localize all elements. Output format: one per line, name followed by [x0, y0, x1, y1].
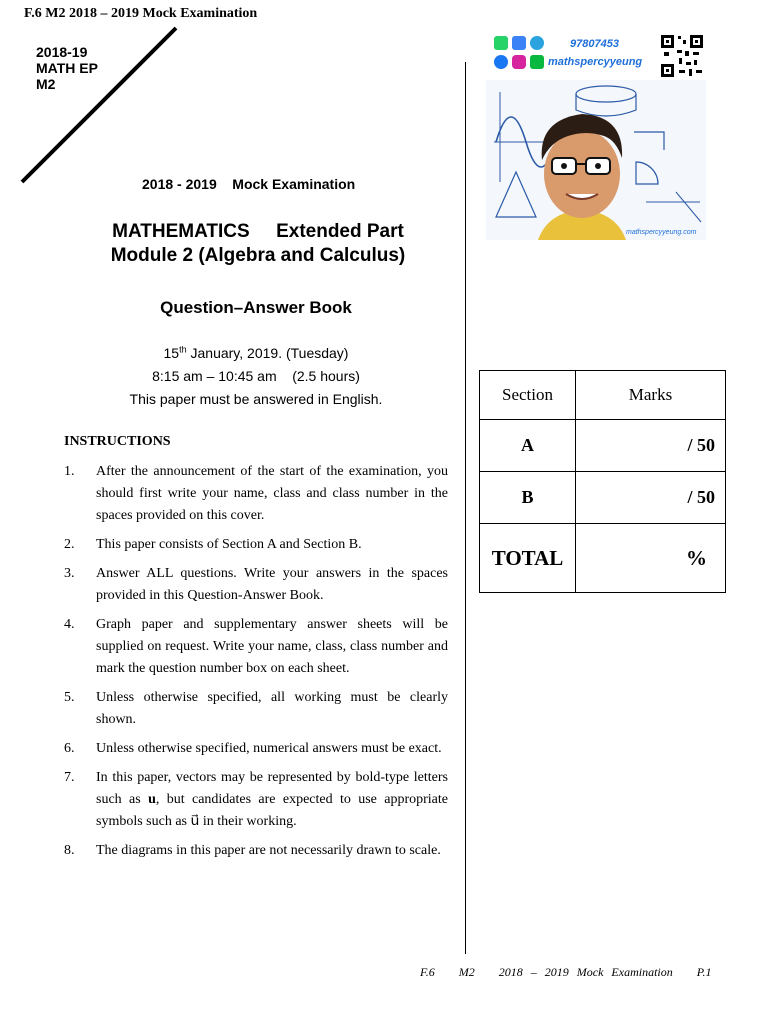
instruction-text: Graph paper and supplementary answer sheets will be supplied on request. Write your name, class, class number and mark the question number box on each sheet.	[96, 617, 448, 676]
instruction-number: 2.	[64, 537, 75, 552]
exam-language-note: This paper must be answered in English.	[129, 391, 383, 407]
exam-info	[46, 342, 466, 411]
instruction-item	[64, 738, 448, 760]
facebook-icon	[494, 55, 508, 69]
marks-header: Marks	[576, 371, 726, 420]
instruction-number: 5.	[64, 690, 75, 705]
total-row	[480, 524, 726, 593]
instruction-item	[64, 534, 448, 556]
instruction-text	[96, 767, 448, 833]
exam-time: 8:15 am – 10:45 am (2.5 hours)	[152, 368, 360, 384]
paper-code-subject: MATH EP	[36, 60, 98, 76]
instruction-number: 4.	[64, 617, 75, 632]
total-marks: %	[576, 524, 726, 593]
instruction-text-part: In this paper, vectors may be represented by bold-type letters such as	[96, 770, 448, 807]
vertical-divider	[465, 62, 466, 954]
messenger-icon	[512, 36, 526, 50]
marks-table-header	[480, 371, 726, 420]
section-cell: A	[480, 420, 576, 472]
subject-line-1: MATHEMATICS Extended Part	[112, 221, 404, 242]
instruction-item	[64, 563, 448, 607]
instruction-item	[64, 767, 448, 833]
marks-cell: / 50	[576, 420, 726, 472]
vector-example-bold: u	[148, 792, 156, 807]
promo-image	[486, 32, 706, 240]
instruction-item	[64, 614, 448, 680]
date-day: 15	[163, 345, 180, 361]
instruction-text-part: , but candidates are expected to use appropriate symbols such as u⃗ in their working.	[96, 792, 449, 829]
paper-code-year: 2018-19	[36, 44, 88, 60]
total-label: TOTAL	[480, 524, 576, 593]
page-header-title: F.6 M2 2018 – 2019 Mock Examination	[24, 6, 258, 21]
paper-code-box	[36, 44, 98, 92]
marks-cell: / 50	[576, 472, 726, 524]
instruction-text: Unless otherwise specified, all working must be clearly shown.	[96, 690, 448, 727]
marks-table	[479, 370, 726, 593]
promo-site: mathspercyyeung.com	[626, 229, 697, 236]
date-rest: January, 2019. (Tuesday)	[186, 345, 349, 361]
instruction-number: 8.	[64, 843, 75, 858]
instruction-number: 1.	[64, 464, 75, 479]
subject-title	[48, 220, 468, 268]
instructions-list	[64, 461, 448, 869]
diagonal-slash-line	[0, 0, 200, 200]
instruction-number: 3.	[64, 566, 75, 581]
instruction-text: Answer ALL questions. Write your answers in the spaces provided in this Question-Answer Book.	[96, 566, 448, 603]
date-suffix: th	[179, 344, 187, 355]
paper-code-module: M2	[36, 76, 56, 92]
instruction-text: The diagrams in this paper are not necessarily drawn to scale.	[96, 843, 441, 858]
avatar	[538, 114, 626, 240]
instruction-item	[64, 840, 448, 862]
exam-heading: 2018 - 2019 Mock Examination	[142, 176, 356, 192]
telegram-icon	[530, 36, 544, 50]
instruction-item	[64, 687, 448, 731]
instruction-text: Unless otherwise specified, numerical answers must be exact.	[96, 741, 442, 756]
wechat-icon	[530, 55, 544, 69]
instruction-text: After the announcement of the start of the examination, you should first write your name, class and class number in the spaces provided on this cover.	[96, 464, 448, 523]
page-footer: F.6 M2 2018 – 2019 Mock Examination P.1	[420, 965, 712, 979]
promo-handle: mathspercyyeung	[548, 56, 643, 68]
instagram-icon	[512, 55, 526, 69]
instructions-heading: INSTRUCTIONS	[64, 434, 171, 449]
promo-phone: 97807453	[570, 38, 619, 50]
table-row	[480, 420, 726, 472]
book-title: Question–Answer Book	[160, 298, 352, 317]
subject-line-2: Module 2 (Algebra and Calculus)	[110, 245, 406, 266]
exam-date	[46, 342, 466, 365]
whatsapp-icon	[494, 36, 508, 50]
section-cell: B	[480, 472, 576, 524]
instruction-text: This paper consists of Section A and Section B.	[96, 537, 362, 552]
instruction-item	[64, 461, 448, 527]
table-row	[480, 472, 726, 524]
instruction-number: 7.	[64, 770, 75, 785]
qr-code-icon	[660, 34, 704, 78]
section-header: Section	[480, 371, 576, 420]
instruction-number: 6.	[64, 741, 75, 756]
